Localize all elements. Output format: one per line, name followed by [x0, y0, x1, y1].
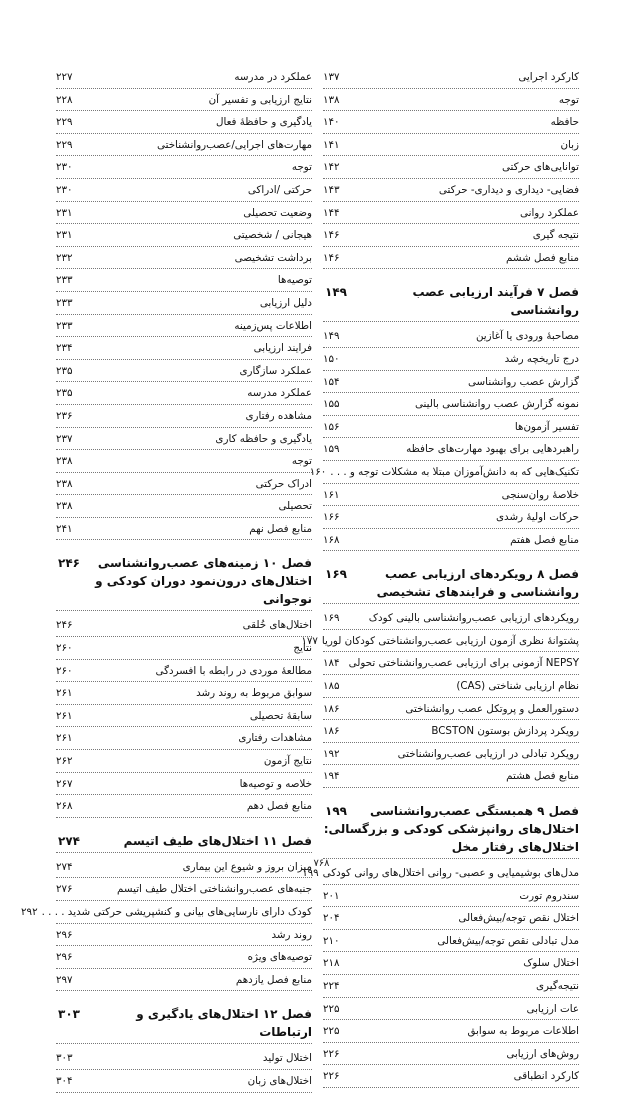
toc-entry [323, 371, 579, 394]
toc-entry-title: مهارت‌های اجرایی/عصب‌روانشناختی [157, 138, 312, 151]
chapter-title: فصل ۷ فرآیند ارزیابی عصب روانشناسی [412, 285, 579, 318]
toc-entry-title: حافظه [550, 116, 579, 129]
toc-entry-page: ۲۹۷ [56, 973, 73, 986]
toc-entry-page: ۲۶۱ [56, 687, 73, 700]
toc-column-left [21, 66, 312, 1093]
toc-entry-title: عملکرد در مدرسه [234, 71, 312, 83]
toc-entry-title: مطالعهٔ موردی در رابطه با افسردگی [155, 664, 312, 677]
toc-entry-title: توصیه‌ها [277, 274, 312, 287]
toc-entry [56, 134, 312, 157]
toc-entry-page: ۲۲۵ [323, 1002, 340, 1015]
toc-entry-title: هیجانی / شخصیتی [233, 229, 312, 242]
toc-entry-page: ۳۰۴ [56, 1074, 73, 1087]
toc-entry [323, 720, 579, 743]
toc-entry [323, 348, 579, 371]
toc-entry-page: ۲۶۰ [56, 642, 73, 655]
toc-entry [56, 1070, 312, 1093]
toc-entry-page: ۲۳۵ [56, 387, 73, 400]
toc-entry-page: ۲۰۱ [323, 889, 340, 902]
chapter-page-number: ۱۶۹ [325, 567, 347, 582]
toc-entry-page: ۱۷۷ [301, 634, 318, 647]
toc-entry [56, 89, 312, 112]
chapter-heading [323, 565, 579, 604]
toc-entry [56, 473, 312, 496]
toc-entry [323, 952, 579, 975]
toc-entry [21, 901, 312, 924]
toc-entry-page: ۱۶۰ [309, 465, 327, 478]
toc-entry [56, 614, 312, 637]
toc-entry [56, 946, 312, 969]
toc-entry-title: دستورالعمل و پروتکل عصب روانشناختی [405, 702, 579, 715]
toc-entry-title: یادگیری و حافظهٔ فعال [215, 116, 312, 129]
toc-entry [56, 360, 312, 383]
toc-entry-page: ۲۳۳ [56, 296, 73, 309]
toc-entry-title: تفسیر آزمون‌ها [514, 420, 579, 433]
toc-entry-page: ۲۶۸ [56, 800, 73, 813]
chapter-page-number: ۲۴۶ [58, 556, 80, 571]
toc-entry-title: کودک دارای نارسایی‌های بیانی و کنشپریشی حرکتی شدید . . . . [41, 906, 312, 918]
toc-entry-page: ۱۶۸ [323, 533, 340, 546]
toc-entry-page: ۲۳۳ [56, 319, 73, 332]
toc-entry-page: ۱۵۴ [323, 375, 340, 388]
toc-entry [323, 224, 579, 247]
toc-entry-title: یادگیری و حافظه کاری [215, 432, 312, 445]
toc-entry-title: کارکرد انطباقی [513, 1070, 579, 1083]
toc-entry-page: ۲۲۹ [56, 138, 73, 151]
chapter-page-number: ۲۷۴ [58, 833, 80, 848]
toc-entry-page: ۱۸۶ [323, 702, 340, 715]
toc-entry-title: توصیه‌های ویژه [247, 951, 312, 964]
toc-entry-page: ۲۹۶ [56, 951, 73, 964]
toc-entry-page: ۱۹۲ [323, 747, 340, 760]
chapter-heading [56, 554, 312, 611]
toc-entry-title: اطلاعات پس‌زمینه [234, 319, 312, 332]
toc-entry-page: ۲۲۶ [323, 1047, 340, 1060]
toc-entry-page: ۲۱۰ [323, 934, 340, 947]
toc-entry-title: مصاحبهٔ ورودی یا آغازین [475, 330, 579, 343]
chapter-title: فصل ۱۱ اختلال‌های طیف اتیسم [123, 833, 312, 848]
chapter-heading [56, 832, 312, 853]
toc-entry [309, 461, 579, 484]
toc-entry-page: ۲۳۳ [56, 274, 73, 287]
toc-entry-page: ۱۶۶ [323, 511, 340, 524]
chapter-title: فصل ۱۲ اختلال‌های یادگیری و ارتباطات [136, 1007, 312, 1040]
toc-entry-title: اختلال نقص توجه/بیش‌فعالی [458, 912, 579, 925]
toc-entry [56, 924, 312, 947]
toc-entry-page: ۱۵۹ [323, 443, 340, 456]
toc-entry [301, 630, 579, 653]
page-number: ۷۶۸ [313, 858, 330, 869]
toc-entry-title: سابقهٔ تحصیلی [249, 709, 312, 722]
toc-entry-page: ۳۰۳ [56, 1052, 73, 1065]
toc-entry-title: مشاهده رفتاری [245, 409, 312, 422]
toc-entry-title: مدل‌های بوشیمیایی و عصبی- روانی اختلال‌های روانی کودکی [322, 867, 579, 880]
toc-entry-page: ۱۸۶ [323, 725, 340, 738]
toc-entry-title: حرکتی /ادراکی [247, 183, 312, 196]
toc-entry-page: ۱۸۵ [323, 680, 340, 693]
toc-entry-title: NEPSY آزمونی برای ارزیابی عصب‌روانشناختی تحولی [348, 657, 579, 670]
toc-entry [56, 382, 312, 405]
toc-entry [323, 529, 579, 552]
toc-entry-title: منابع فصل ششم [506, 251, 579, 264]
toc-entry-page: ۲۲۵ [323, 1025, 340, 1038]
toc-entry [56, 637, 312, 660]
toc-entry-page: ۲۲۷ [56, 71, 73, 83]
toc-entry [323, 89, 579, 112]
toc-entry [56, 682, 312, 705]
chapter-title: فصل ۹ همبستگی عصب‌روانشناسی اختلال‌های روانپزشکی کودکی و بزرگسالی: اختلال‌های رفتار مخل [323, 804, 579, 855]
toc-entry [323, 484, 579, 507]
toc-entry [323, 247, 579, 270]
toc-entry-page: ۲۳۰ [56, 183, 73, 196]
toc-entry-page: ۱۶۹ [323, 612, 340, 625]
toc-entry-page: ۱۶۱ [323, 488, 340, 501]
toc-entry-title: نتایج ارزیابی و تفسیر آن [208, 93, 312, 106]
toc-entry-page: ۱۸۴ [323, 657, 340, 670]
toc-entry [323, 134, 579, 157]
toc-entry-title: روش‌های ارزیابی [506, 1047, 579, 1060]
toc-entry [323, 179, 579, 202]
chapter-page-number: ۳۰۳ [58, 1007, 80, 1022]
toc-entry-title: عملکرد مدرسه [247, 387, 312, 400]
toc-entry [56, 156, 312, 179]
toc-entry-page: ۲۶۷ [56, 777, 73, 790]
toc-entry-title: منابع فصل یازدهم [235, 973, 312, 986]
chapter-title: فصل ۸ رویکردهای ارزیابی عصب روانشناسی و فرایندهای تشخیصی [376, 567, 579, 600]
toc-entry [323, 975, 579, 998]
toc-entry [56, 750, 312, 773]
toc-entry-title: برداشت تشخیصی [234, 251, 312, 264]
toc-entry-title: مشاهدات رفتاری [238, 732, 312, 745]
toc-entry [323, 652, 579, 675]
toc-entry [323, 930, 579, 953]
toc-entry-title: نمونه گزارش عصب روانشناسی بالینی [414, 398, 579, 411]
toc-entry-title: توانایی‌های حرکتی [501, 161, 579, 174]
toc-entry-page: ۱۹۹ [302, 867, 319, 880]
toc-entry-page: ۲۳۰ [56, 161, 73, 174]
toc-entry-page: ۱۵۶ [323, 420, 340, 433]
toc-entry-page: ۲۳۴ [56, 342, 73, 355]
toc-entry-title: ادراک حرکتی [255, 477, 312, 490]
toc-entry [56, 969, 312, 992]
toc-entry-page: ۲۶۱ [56, 709, 73, 722]
toc-entry-title: منابع فصل دهم [246, 800, 312, 813]
toc-entry-title: میزان بروز و شیوع این بیماری [182, 860, 312, 873]
toc-entry [56, 518, 312, 541]
toc-entry-title: خلاصه و توصیه‌ها [239, 777, 312, 790]
toc-entry-title: درج تاریخچه رشد [504, 352, 579, 365]
toc-entry-page: ۲۷۴ [56, 860, 73, 873]
toc-entry [323, 416, 579, 439]
toc-entry-title: نتیجه گیری [532, 229, 579, 242]
toc-entry-title: اطلاعات مربوط به سوابق [467, 1025, 579, 1038]
toc-entry-title: عملکرد روانی [520, 206, 579, 219]
toc-entry-title: منابع فصل هشتم [506, 770, 579, 783]
toc-entry-page: ۲۳۲ [56, 251, 73, 264]
toc-entry [56, 292, 312, 315]
toc-entry-title: اختلال تولید [262, 1052, 312, 1065]
toc-entry-title: سوابق مربوط به روند رشد [196, 687, 312, 700]
toc-entry-title: تحصیلی [278, 500, 312, 513]
toc-entry-page: ۱۳۸ [323, 93, 340, 106]
toc-entry [323, 885, 579, 908]
toc-entry [56, 224, 312, 247]
toc-entry-title: نتایج آزمون [263, 755, 312, 768]
toc-entry-title: رویکرد تبادلی در ارزیابی عصب‌روانشناختی [397, 747, 579, 760]
toc-entry [56, 795, 312, 818]
toc-entry [56, 66, 312, 89]
toc-entry-title: نظام ارزیابی شناختی (CAS) [456, 680, 579, 693]
toc-entry-title: جنبه‌های عصب‌روانشناختی اختلال طیف اتیسم [117, 883, 312, 896]
toc-entry [56, 179, 312, 202]
toc-entry-title: راهبردهایی برای بهبود مهارت‌های حافظه [406, 443, 579, 456]
toc-entry [323, 156, 579, 179]
toc-entry-page: ۲۴۶ [56, 619, 73, 632]
toc-entry-title: اختلال‌های زبان [247, 1074, 312, 1087]
toc-entry [56, 111, 312, 134]
toc-entry [323, 325, 579, 348]
toc-entry [323, 506, 579, 529]
toc-entry-title: سندروم تورت [519, 889, 579, 902]
toc-entry [323, 1043, 579, 1066]
chapter-heading [323, 283, 579, 322]
toc-entry-title: فضایی- دیداری و دیداری- حرکتی [438, 183, 579, 196]
toc-entry-page: ۱۴۶ [323, 229, 340, 242]
toc-entry-title: نتیجه‌گیری [536, 980, 579, 992]
toc-entry-page: ۲۶۲ [56, 755, 73, 768]
toc-entry [56, 660, 312, 683]
toc-entry-title: اختلال‌های خُلقی [242, 619, 312, 632]
toc-entry-title: منابع فصل نهم [249, 522, 312, 535]
toc-entry-page: ۲۳۸ [56, 500, 73, 513]
toc-entry-title: خلاصهٔ روان‌سنجی [501, 488, 579, 501]
toc-entry-title: روند رشد [271, 928, 312, 941]
toc-entry-page: ۲۲۶ [323, 1070, 340, 1083]
chapter-page-number: ۱۴۹ [325, 285, 347, 300]
toc-entry [323, 998, 579, 1021]
toc-entry-page: ۱۴۰ [323, 116, 340, 129]
toc-entry-title: فرایند ارزیابی [253, 342, 312, 355]
toc-entry [323, 1065, 579, 1088]
toc-entry [323, 675, 579, 698]
toc-entry-page: ۲۳۸ [56, 455, 73, 468]
toc-entry-title: وضعیت تحصیلی [243, 206, 312, 219]
toc-entry-page: ۲۴۱ [56, 522, 73, 535]
toc-entry [56, 450, 312, 473]
toc-entry-title: زبان [560, 138, 579, 151]
toc-entry [56, 495, 312, 518]
toc-entry [323, 202, 579, 225]
toc-entry-page: ۲۹۲ [21, 906, 38, 918]
toc-entry [56, 269, 312, 292]
toc-entry-title: مدل تبادلی نقص توجه/بیش‌فعالی [437, 934, 579, 947]
toc-entry [323, 607, 579, 630]
chapter-heading [323, 802, 579, 859]
toc-entry-page: ۱۹۴ [323, 770, 340, 783]
toc-entry-page: ۲۲۸ [56, 93, 73, 106]
toc-entry [323, 765, 579, 788]
toc-entry [56, 705, 312, 728]
toc-entry-title: توجه [291, 161, 312, 174]
toc-entry [323, 111, 579, 134]
toc-entry-title: رویکرد پردازش بوستون BCSTON [431, 725, 579, 738]
toc-entry [323, 743, 579, 766]
toc-entry-title: رویکردهای ارزیابی عصب‌روانشناسی بالینی کودک [368, 612, 579, 625]
toc-entry [323, 393, 579, 416]
toc-entry-title: پشتوانهٔ نظری آزمون ارزیابی عصب‌روانشناختی کودکان لوریا [321, 634, 579, 647]
toc-entry-page: ۱۴۳ [323, 183, 340, 196]
toc-entry [323, 907, 579, 930]
toc-entry [56, 315, 312, 338]
toc-entry [56, 247, 312, 270]
toc-entry-title: دلیل ارزیابی [259, 296, 312, 309]
toc-entry-title: عملکرد سازگاری [239, 364, 312, 377]
toc-entry-title: کارکرد اجرایی [518, 71, 579, 83]
toc-entry-page: ۲۳۷ [56, 432, 73, 445]
toc-entry-title: حرکات اولیهٔ رشدی [496, 511, 579, 524]
toc-entry [323, 1020, 579, 1043]
toc-entry-page: ۲۷۶ [56, 883, 73, 896]
toc-entry-page: ۱۴۱ [323, 138, 340, 151]
toc-entry-page: ۱۳۷ [323, 71, 340, 83]
toc-entry-page: ۲۱۸ [323, 957, 340, 970]
toc-entry-title: عات ارزیابی [526, 1002, 579, 1015]
toc-entry-page: ۲۰۴ [323, 912, 340, 925]
toc-entry [323, 66, 579, 89]
toc-entry [56, 202, 312, 225]
toc-entry-title: توجه [558, 93, 579, 106]
toc-entry-page: ۱۴۴ [323, 206, 340, 219]
chapter-heading [56, 1005, 312, 1044]
toc-entry-page: ۲۹۶ [56, 928, 73, 941]
toc-entry-title: اختلال سلوک [523, 957, 579, 970]
toc-entry [56, 727, 312, 750]
toc-entry [56, 405, 312, 428]
chapter-title: فصل ۱۰ زمینه‌های عصب‌روانشناسی اختلال‌های درون‌نمود دوران کودکی و نوجوانی [95, 556, 312, 607]
toc-entry [323, 698, 579, 721]
toc-entry [56, 1047, 312, 1070]
toc-entry [56, 428, 312, 451]
toc-entry-page: ۱۵۰ [323, 352, 340, 365]
toc-entry-page: ۲۳۱ [56, 206, 73, 219]
toc-entry-title: تکنیک‌هایی که به دانش‌آموزان مبتلا به مشکلات توجه و . . . [330, 465, 579, 478]
toc-entry-page: ۱۵۵ [323, 398, 340, 411]
toc-entry-title: نتایج [293, 642, 312, 655]
chapter-page-number: ۱۹۹ [325, 804, 347, 819]
toc-entry [56, 878, 312, 901]
toc-entry-page: ۲۳۶ [56, 409, 73, 422]
toc-entry-page: ۱۴۶ [323, 251, 340, 264]
toc-entry-page: ۱۴۹ [323, 330, 340, 343]
toc-entry-page: ۲۳۸ [56, 477, 73, 490]
toc-entry [56, 773, 312, 796]
toc-entry-page: ۲۶۰ [56, 664, 73, 677]
toc-entry-title: منابع فصل هفتم [510, 533, 579, 546]
toc-entry-page: ۱۴۲ [323, 161, 340, 174]
toc-entry [323, 438, 579, 461]
toc-entry-page: ۲۶۱ [56, 732, 73, 745]
toc-entry-page: ۲۳۵ [56, 364, 73, 377]
toc-entry-page: ۲۲۴ [323, 980, 340, 992]
toc-entry-page: ۲۲۹ [56, 116, 73, 129]
toc-entry-page: ۲۳۱ [56, 229, 73, 242]
toc-entry-title: گزارش عصب روانشناسی [467, 375, 579, 388]
toc-entry-title: توجه [291, 455, 312, 468]
toc-entry [56, 337, 312, 360]
